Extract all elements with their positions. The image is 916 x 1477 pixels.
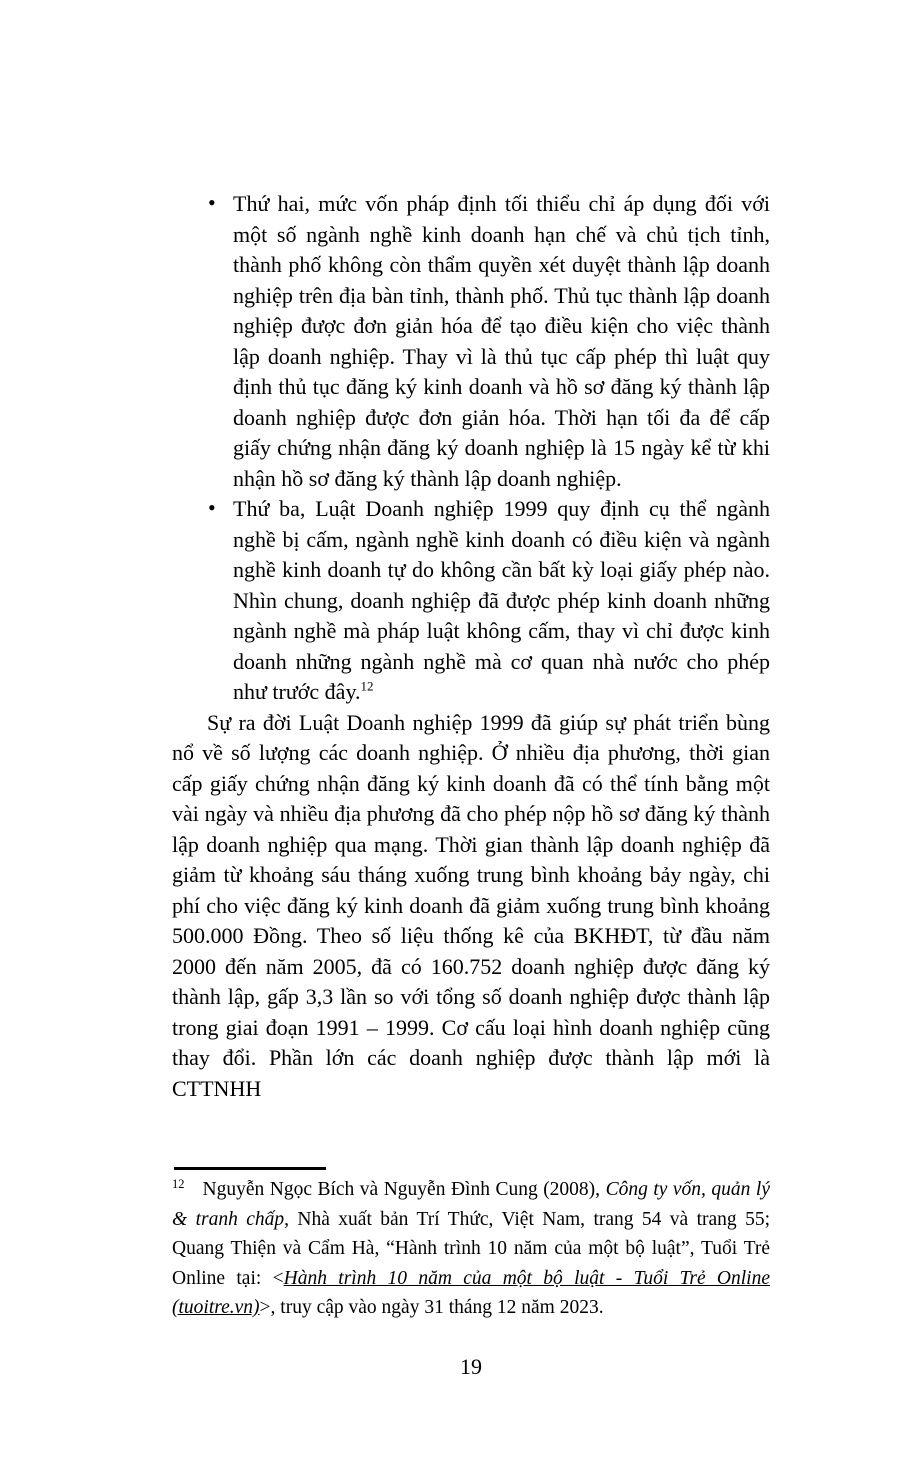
bullet-icon: • (208, 190, 216, 215)
page-body (172, 189, 770, 1104)
footnote-segment: Công ty vốn, quản lý & tranh chấp (172, 1179, 770, 1230)
bullet-text: Thứ hai, mức vốn pháp định tối thiểu chỉ áp dụng đối với một số ngành nghề kinh doanh hạn chế và chủ tịch tỉnh, thành phố không còn thẩm quyền xét duyệt thành lập doanh nghiệp trên địa bàn tỉnh, thành phố. Thủ tục thành lập doanh nghiệp được đơn giản hóa để tạo điều kiện cho việc thành lập doanh nghiệp. Thay vì là thủ tục cấp phép thì luật quy định thủ tục đăng ký kinh doanh và hồ sơ đăng ký thành lập doanh nghiệp được đơn giản hóa. Thời hạn tối đa để cấp giấy chứng nhận đăng ký doanh nghiệp là 15 ngày kể từ khi nhận hồ sơ đăng ký thành lập doanh nghiệp. (233, 191, 770, 491)
page-number: 19 (460, 1354, 482, 1379)
footnote-segment: , Nhà xuất bản Trí Thức, Việt Nam, trang 54 và trang 55; Quang Thiện và Cẩm Hà, “Hành trình 10 năm của một bộ luật”, Tuổi Trẻ Online tại: < (172, 1208, 770, 1289)
footnote-link[interactable]: Hành trình 10 năm của một bộ luật - Tuổi Trẻ Online (tuoitre.vn) (172, 1267, 770, 1318)
footnote-reference: 12 (360, 678, 374, 694)
footnote-number: 12 (172, 1176, 185, 1191)
body-paragraph: Sự ra đời Luật Doanh nghiệp 1999 đã giúp sự phát triển bùng nổ về số lượng các doanh nghiệp. Ở nhiều địa phương, thời gian cấp giấy chứng nhận đăng ký kinh doanh đã có thể tính bằng một vài ngày và nhiều địa phương đã cho phép nộp hồ sơ đăng ký thành lập doanh nghiệp qua mạng. Thời gian thành lập doanh nghiệp đã giảm từ khoảng sáu tháng xuống trung bình khoảng bảy ngày, chi phí cho việc đăng ký kinh doanh đã giảm xuống trung bình khoảng 500.000 Đồng. Theo số liệu thống kê của BKHĐT, từ đầu năm 2000 đến năm 2005, đã có 160.752 doanh nghiệp được đăng ký thành lập, gấp 3,3 lần so với tổng số doanh nghiệp được thành lập trong giai đoạn 1991 – 1999. Cơ cấu loại hình doanh nghiệp cũng thay đổi. Phần lớn các doanh nghiệp được thành lập mới là CTTNHH (172, 709, 770, 1101)
bullet-icon: • (208, 495, 216, 520)
footnote-content (172, 1176, 770, 1318)
footnote-segment: Nguyễn Ngọc Bích và Nguyễn Đình Cung (2008), (202, 1179, 606, 1200)
bullet-item (172, 494, 770, 708)
footnote-text (172, 1175, 770, 1323)
bullet-text: Thứ ba, Luật Doanh nghiệp 1999 quy định cụ thể ngành nghề bị cấm, ngành nghề kinh doanh có điều kiện và ngành nghề kinh doanh tự do không cần bất kỳ loại giấy phép nào. Nhìn chung, doanh nghiệp đã được phép kinh doanh những ngành nghề mà pháp luật không cấm, thay vì chỉ được kinh doanh những ngành nghề mà cơ quan nhà nước cho phép như trước đây. (233, 496, 770, 704)
footnote-divider (174, 1167, 326, 1170)
footnote-segment: >, truy cập vào ngày 31 tháng 12 năm 2023. (259, 1297, 604, 1318)
footnote-section (172, 1167, 770, 1323)
bullet-item (172, 189, 770, 494)
bullet-list (172, 189, 770, 708)
